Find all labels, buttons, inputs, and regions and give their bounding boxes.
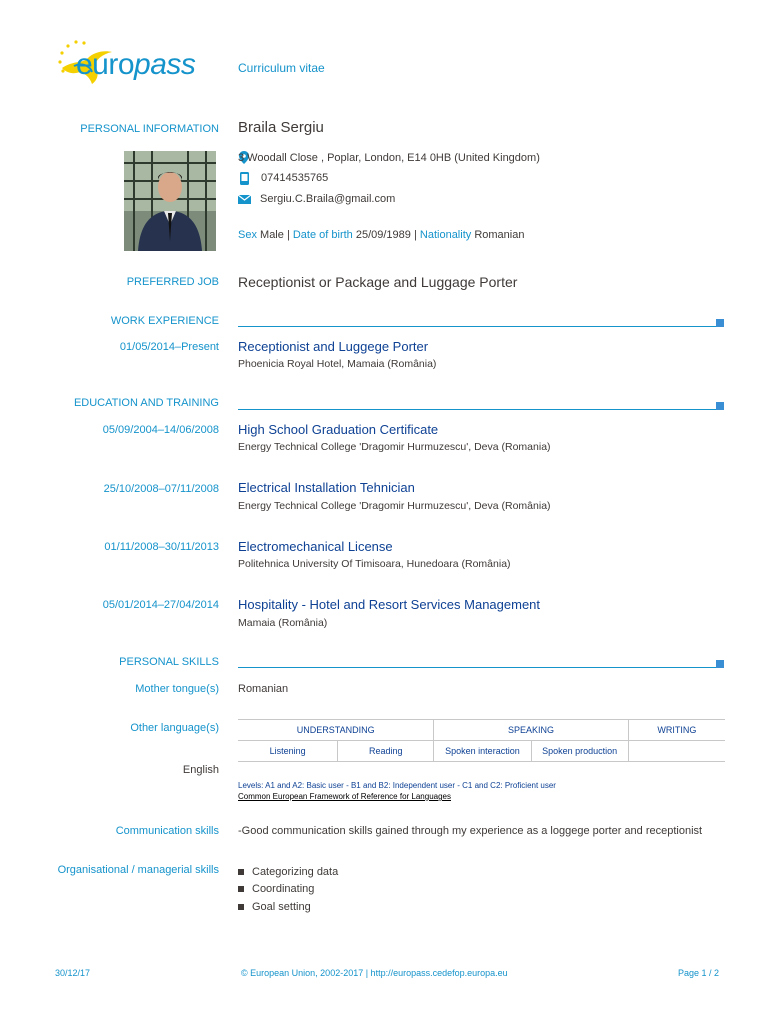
spoken-production-subheader: Spoken production — [531, 741, 628, 762]
other-languages-label: Other language(s) — [130, 722, 219, 734]
bullet-icon — [238, 904, 244, 910]
work-experience-label: WORK EXPERIENCE — [110, 315, 219, 327]
full-name: Braila Sergiu — [238, 119, 324, 136]
understanding-header: UNDERSTANDING — [238, 720, 434, 741]
work-place: Phoenicia Royal Hotel, Mamaia (România) — [238, 358, 437, 370]
cefr-link[interactable]: Common European Framework of Reference for Languages — [238, 792, 451, 801]
communication-skills-label: Communication skills — [115, 825, 219, 837]
date-of-birth-label: Date of birth — [292, 229, 353, 241]
writing-header: WRITING — [628, 720, 725, 741]
sex-label: Sex — [238, 229, 257, 241]
education-date: 05/01/2014–27/04/2014 — [102, 599, 219, 611]
europass-logo-text: europass — [76, 48, 196, 81]
education-date: 25/10/2008–07/11/2008 — [103, 483, 219, 495]
mother-tongue-value: Romanian — [238, 683, 289, 695]
education-place: Politehnica University Of Timisoara, Hunedoara (România) — [238, 558, 511, 570]
email-envelope-icon — [238, 195, 251, 204]
list-item: Categorizing data — [238, 866, 338, 878]
education-place: Energy Technical College 'Dragomir Hurmuzescu', Deva (România) — [238, 500, 551, 512]
address: 3 Woodall Close , Poplar, London, E14 0HB (United Kingdom) — [238, 152, 540, 164]
personal-information-label: PERSONAL INFORMATION — [80, 123, 219, 135]
section-marker — [716, 660, 724, 668]
footer-page-number: Page 1 / 2 — [678, 968, 720, 978]
phone-number: 07414535765 — [261, 172, 329, 184]
separator: | — [286, 229, 290, 241]
spoken-interaction-subheader: Spoken interaction — [434, 741, 531, 762]
work-date: 01/05/2014–Present — [119, 341, 219, 353]
date-of-birth-value: 25/09/1989 — [355, 229, 411, 241]
speaking-header: SPEAKING — [434, 720, 628, 741]
list-item: Goal setting — [238, 901, 311, 913]
nationality-label: Nationality — [419, 229, 472, 241]
education-title: High School Graduation Certificate — [238, 422, 439, 437]
bullet-icon — [238, 886, 244, 892]
mobile-phone-icon — [240, 172, 249, 185]
education-title: Electrical Installation Tehnician — [238, 480, 415, 495]
footer-date: 30/12/17 — [55, 968, 91, 978]
bullet-icon — [238, 869, 244, 875]
levels-note: Levels: A1 and A2: Basic user - B1 and B2: Independent user - C1 and C2: Proficient user — [238, 781, 556, 790]
footer-copyright: © European Union, 2002-2017 | http://europass.cedefop.europa.eu — [241, 968, 508, 978]
section-marker — [716, 402, 724, 410]
education-place: Mamaia (România) — [238, 617, 328, 629]
section-divider — [238, 667, 724, 668]
mother-tongue-label: Mother tongue(s) — [135, 683, 219, 695]
preferred-job-value: Receptionist or Package and Luggage Porter — [238, 274, 518, 290]
document-title: Curriculum vitae — [238, 61, 325, 75]
email-address[interactable]: Sergiu.C.Braila@gmail.com — [260, 193, 396, 205]
education-training-label: EDUCATION AND TRAINING — [73, 397, 219, 409]
reading-subheader: Reading — [338, 741, 434, 762]
education-date: 05/09/2004–14/06/2008 — [102, 424, 219, 436]
listening-subheader: Listening — [238, 741, 338, 762]
separator: | — [413, 229, 417, 241]
profile-photo — [124, 151, 216, 251]
list-item: Coordinating — [238, 883, 314, 895]
personal-skills-label: PERSONAL SKILLS — [119, 656, 219, 668]
education-date: 01/11/2008–30/11/2013 — [104, 541, 219, 553]
section-marker — [716, 319, 724, 327]
sex-value: Male — [260, 229, 284, 241]
table-subheader-row — [238, 741, 725, 762]
communication-skills-value: -Good communication skills gained through my experience as a loggege porter and receptionist — [238, 825, 703, 837]
table-header-row — [238, 720, 725, 741]
writing-subheader — [628, 741, 725, 762]
language-name: English — [182, 764, 219, 776]
personal-details-line — [238, 229, 524, 241]
organisational-skills-label: Organisational / managerial skills — [57, 864, 219, 876]
section-divider — [238, 409, 724, 410]
nationality-value: Romanian — [474, 229, 525, 241]
preferred-job-label: PREFERRED JOB — [126, 276, 219, 288]
education-title: Hospitality - Hotel and Resort Services Management — [238, 597, 541, 612]
section-divider — [238, 326, 724, 327]
work-title: Receptionist and Luggege Porter — [238, 339, 429, 354]
language-levels-table — [238, 719, 725, 762]
education-place: Energy Technical College 'Dragomir Hurmuzescu', Deva (Romania) — [238, 441, 551, 453]
education-title: Electromechanical License — [238, 539, 393, 554]
